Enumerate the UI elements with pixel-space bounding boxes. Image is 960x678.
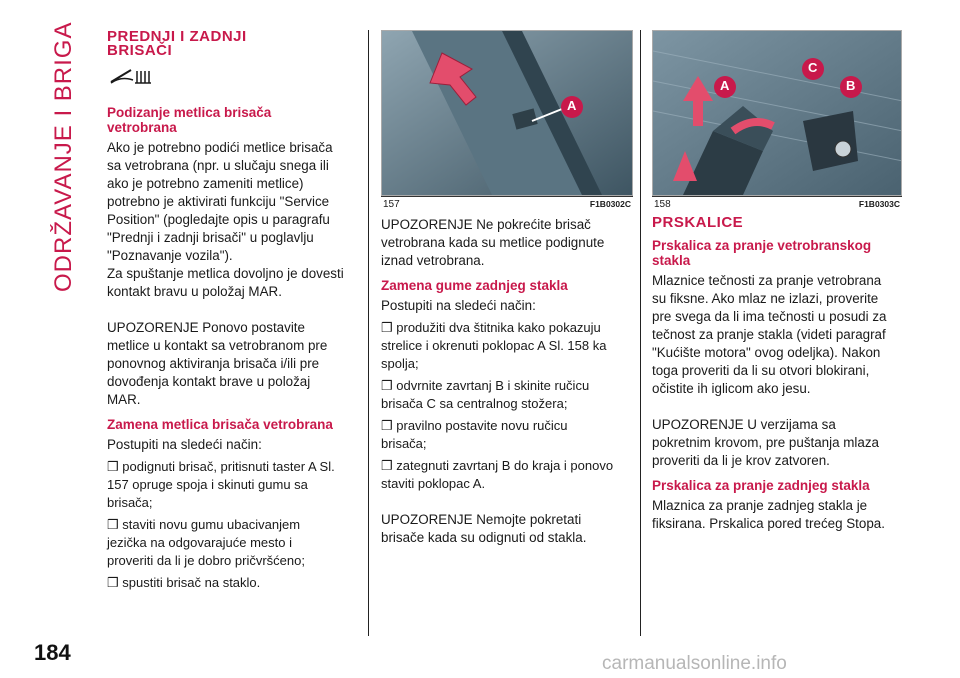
text-line: metlice u kontakt sa vetrobranom pre <box>107 338 328 353</box>
text-line: ❒ produžiti dva štitnika kako pokazuju <box>381 320 601 335</box>
text-line: MAR. <box>107 392 141 407</box>
text-line: "Prednji i zadnji brisači" u poglavlju <box>107 230 314 245</box>
wiper-icon <box>107 66 157 86</box>
text-line: fiksirana. Prskalica pored trećeg Stopa. <box>652 516 885 531</box>
figure-label-b: B <box>846 78 856 93</box>
bullet-item <box>381 319 633 373</box>
bullet-item <box>107 574 359 592</box>
text-line: Mlaznice tečnosti za pranje vetrobrana <box>652 273 882 288</box>
text-line: UPOZORENJE U verzijama sa <box>652 417 836 432</box>
section-side-title <box>50 21 90 292</box>
text-line: iznad vetrobrana. <box>381 253 485 268</box>
text-line: ❒ zategnuti zavrtanj B do kraja i ponovo <box>381 458 614 473</box>
heading-line: PREDNJI I ZADNJI <box>107 28 247 45</box>
text-line: brisača C sa centralnog stožera; <box>381 396 568 411</box>
text-line: UPOZORENJE Ne pokrećite brisač <box>381 217 591 232</box>
warning-paragraph <box>381 511 633 547</box>
heading-line: BRISAČI <box>107 42 173 59</box>
figure-code: F1B0303C <box>858 199 900 209</box>
subheading <box>652 238 902 268</box>
bullet-item <box>107 458 359 512</box>
figure-number: 158 <box>654 199 671 210</box>
paragraph <box>652 272 902 398</box>
text-line: 157 opruge spoja i skinuti gumu sa <box>107 477 308 492</box>
bullet-item <box>107 516 359 570</box>
column-3 <box>652 30 902 537</box>
figure-label-c: C <box>808 60 818 75</box>
text-line: kontakt bravu u položaj MAR. <box>107 284 282 299</box>
subheading: Prskalica za pranje zadnjeg stakla <box>652 478 870 493</box>
figure-number: 157 <box>383 199 400 210</box>
text-line: dovođenja kontakt brave u položaj <box>107 374 311 389</box>
text-line: Mlaznica za pranje zadnjeg stakla je <box>652 498 868 513</box>
text-line: spolja; <box>381 356 419 371</box>
text-line: brisače kada su odignuti od stakla. <box>381 530 587 545</box>
subheading <box>107 105 359 135</box>
text-line: staviti poklopac A. <box>381 476 486 491</box>
text-line: ❒ odvrnite zavrtanj B i skinite ručicu <box>381 378 590 393</box>
text-line: potrebno je aktivirati funkciju "Service <box>107 194 330 209</box>
warning-paragraph <box>652 416 902 470</box>
text-line: brisača; <box>381 436 427 451</box>
text-line: tečnost za pranje stakla (videti paragraf <box>652 327 886 342</box>
text-line: brisača; <box>107 495 153 510</box>
figure-caption <box>381 196 633 210</box>
text-line: strelice i okrenuti poklopac A Sl. 158 ka <box>381 338 607 353</box>
text-line: sa vetrobrana (npr. u slučaju snega ili <box>107 158 329 173</box>
bullet-item <box>381 457 633 493</box>
subheading-line: stakla <box>652 253 691 268</box>
text-line: proveriti da li je dobro pričvršćeno; <box>107 553 305 568</box>
text-line: proveriti da li je krov zatvoren. <box>652 453 830 468</box>
subheading-line: Podizanje metlica brisača <box>107 105 272 120</box>
figure-157 <box>381 30 633 196</box>
text-line: "Kućište motora" ovog odeljka). Nakon <box>652 345 881 360</box>
warning-paragraph <box>107 319 359 409</box>
column-2 <box>381 30 633 551</box>
paragraph: Postupiti na sledeći način: <box>381 298 536 313</box>
subheading-line: vetrobrana <box>107 120 177 135</box>
text-line: Ako je potrebno podići metlice brisača <box>107 140 333 155</box>
text-line: "Poznavanje vozila"). <box>107 248 233 263</box>
text-line: UPOZORENJE Nemojte pokretati <box>381 512 582 527</box>
wiper-arm-illustration <box>382 31 633 195</box>
section-heading: PRSKALICE <box>652 214 744 231</box>
text-line: pre svega da li ima tečnosti u posudi za <box>652 309 887 324</box>
rear-wiper-illustration <box>653 31 902 195</box>
text-line: toga proveriti da li su otvori blokirani, <box>652 363 870 378</box>
section-side-title-text: ODRŽAVANJE I BRIGA <box>50 21 77 292</box>
page-number: 184 <box>34 640 71 665</box>
figure-code: F1B0302C <box>589 199 631 209</box>
paragraph <box>107 139 359 301</box>
section-heading <box>107 30 359 58</box>
text-line: su fiksne. Ako mlaz ne izlazi, proverite <box>652 291 879 306</box>
text-line: Za spuštanje metlica dovoljno je dovesti <box>107 266 344 281</box>
column-divider-2 <box>640 30 641 636</box>
text-line: ❒ staviti novu gumu ubacivanjem <box>107 517 301 532</box>
text-line: jezička na odgovarajuće mesto i <box>107 535 292 550</box>
warning-paragraph <box>381 216 633 270</box>
subheading: Zamena gume zadnjeg stakla <box>381 278 568 293</box>
subheading-line: Prskalica za pranje vetrobranskog <box>652 238 872 253</box>
text-line: vetrobrana kada su metlice podignute <box>381 235 605 250</box>
text-line: ❒ podignuti brisač, pritisnuti taster A Sl. <box>107 459 335 474</box>
text-line: pokretnim krovom, pre puštanja mlaza <box>652 435 879 450</box>
watermark: carmanualsonline.info <box>602 653 787 674</box>
text-line: Position" (pogledajte opis u paragrafu <box>107 212 330 227</box>
bullet-item <box>381 417 633 453</box>
subheading: Zamena metlica brisača vetrobrana <box>107 417 333 432</box>
column-1 <box>107 30 359 596</box>
text-line: ako je potrebno zameniti metlice) <box>107 176 304 191</box>
figure-158 <box>652 30 902 196</box>
text-line: ❒ spustiti brisač na staklo. <box>107 575 261 590</box>
figure-label-a: A <box>720 78 730 93</box>
text-line: UPOZORENJE Ponovo postavite <box>107 320 305 335</box>
text-line: ponovnog aktiviranja brisača i/ili pre <box>107 356 320 371</box>
bullet-item <box>381 377 633 413</box>
paragraph: Postupiti na sledeći način: <box>107 437 262 452</box>
column-divider-1 <box>368 30 369 636</box>
figure-label-a: A <box>567 98 577 113</box>
text-line: očistite ih iglicom ako jesu. <box>652 381 811 396</box>
paragraph <box>652 497 902 533</box>
figure-caption <box>652 196 902 210</box>
text-line: ❒ pravilno postavite novu ručicu <box>381 418 568 433</box>
